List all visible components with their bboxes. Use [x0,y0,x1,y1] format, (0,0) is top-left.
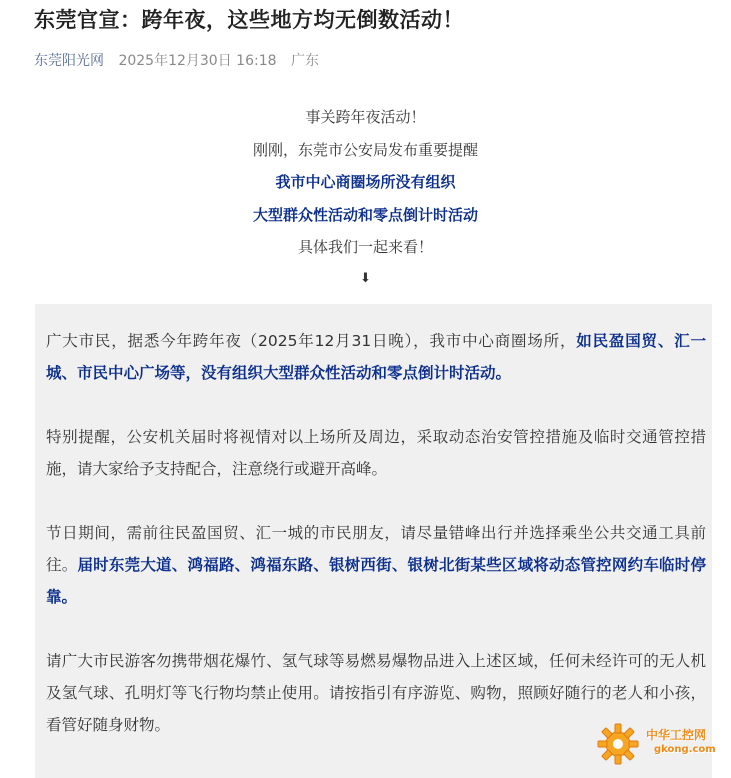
intro-line: 具体我们一起来看！ [297,238,433,256]
article-title: 东莞官宣：跨年夜，这些地方均无倒数活动！ [34,8,464,32]
intro-line: 刚刚，东莞市公安局发布重要提醒 [252,140,478,159]
paragraph: 请广大市民游客勿携带烟花爆竹、氢气球等易燃易爆物品进入上述区域，任何未经许可的无人机及氢气球、孔明灯等飞行物均禁止使用。请按指引有序游览、购物，照顾好随行的老人和小孩，看管好随身财物。 [46,652,706,734]
paragraph [46,517,706,613]
paragraph [46,325,706,389]
region-label: 广东 [290,53,319,69]
intro-block [0,106,731,301]
watermark [594,718,724,770]
notice-box [35,304,712,778]
watermark-name: 中华工控网 [646,728,707,742]
intro-emphasis-line: 大型群众性活动和零点倒计时活动 [252,205,478,224]
intro-line: 事关跨年夜活动！ [305,108,426,126]
arrow-down-icon: ⬇ [360,270,371,286]
gear-icon [594,720,642,768]
paragraph-text: 节日期间，需前往民盈国贸、汇一城的市民朋友，请尽量错峰出行并选择乘坐公共交通工具前往。 [46,524,706,574]
paragraph-text: 广大市民，据悉今年跨年夜（2025年12月31日晚），我市中心商圈场所， [46,332,577,350]
paragraph: 特别提醒，公安机关届时将视情对以上场所及周边，采取动态治安管控措施及临时交通管控措施，请大家给予支持配合，注意绕行或避开高峰。 [46,428,706,478]
paragraph-emphasis: 届时东莞大道、鸿福路、鸿福东路、银树西街、银树北街某些区域将动态管控网约车临时停靠。 [46,556,706,606]
intro-emphasis-line: 我市中心商圈场所没有组织 [275,173,456,191]
paragraph-emphasis: 如民盈国贸、汇一城、市民中心广场等，没有组织大型群众性活动和零点倒计时活动。 [46,332,706,382]
source-link[interactable]: 东莞阳光网 [34,53,104,69]
watermark-domain: gkong.com [654,744,716,755]
article-meta [34,50,319,70]
publish-date: 2025年12月30日 16:18 [118,53,277,69]
